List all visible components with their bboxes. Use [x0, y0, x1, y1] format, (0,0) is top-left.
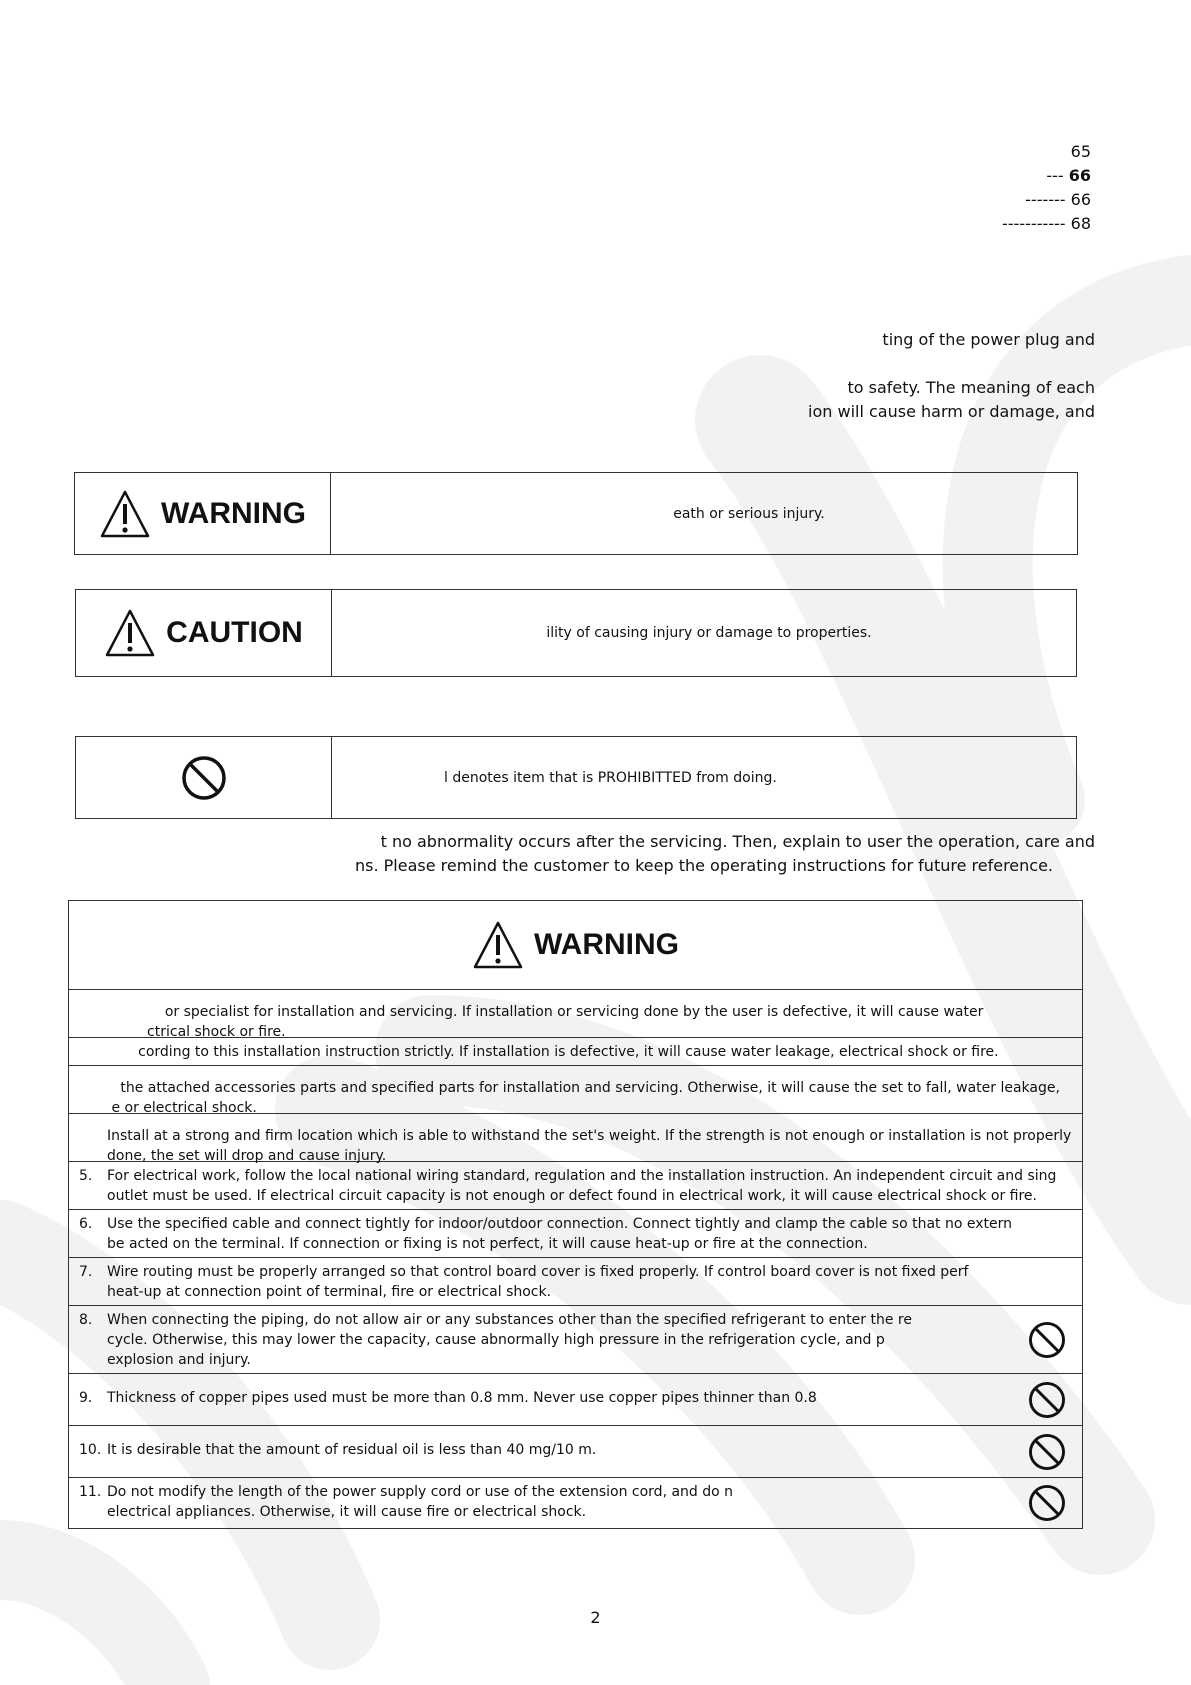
toc-entry: --- 66 — [1046, 166, 1091, 185]
warning-item-number: 10. — [79, 1442, 102, 1458]
warning-item-text: Wire routing must be properly arranged so that control board cover is fixed properly. If control board cover is not fixed perf — [107, 1264, 969, 1280]
warning-item-text: e or electrical shock. — [107, 1100, 257, 1116]
page-number: 2 — [590, 1608, 601, 1627]
warning-item-text: Do not modify the length of the power supply cord or use of the extension cord, and do n — [107, 1484, 734, 1500]
caution-symbol-cell — [76, 590, 332, 676]
warning-item — [69, 1426, 1082, 1478]
toc-entry: ----------- 68 — [1002, 214, 1091, 233]
warning-label: WARNING — [161, 496, 306, 530]
caution-label: CAUTION — [166, 616, 303, 649]
warning-item — [69, 1114, 1082, 1162]
after-servicing-line-2: ns. Please remind the customer to keep the operating instructions for future reference. — [355, 856, 1053, 875]
warning-item — [69, 1374, 1082, 1426]
warning-item-text: done, the set will drop and cause injury. — [107, 1148, 387, 1164]
warning-table-title: WARNING — [534, 928, 679, 961]
toc-list — [1002, 140, 1091, 236]
warning-triangle-icon — [99, 489, 151, 539]
prohibited-icon — [181, 755, 227, 801]
warning-item — [69, 990, 1082, 1038]
warning-item — [69, 1038, 1082, 1066]
warning-item — [69, 1306, 1082, 1374]
warning-triangle-icon — [104, 608, 156, 658]
prohibit-symbol-cell — [76, 737, 332, 818]
toc-entry: 65 — [1070, 142, 1091, 161]
caution-symbol-box — [75, 589, 1077, 677]
warning-item-text: cycle. Otherwise, this may lower the capacity, cause abnormally high pressure in the refrigeration cycle, and p — [107, 1332, 885, 1348]
prohibited-icon — [1028, 1321, 1066, 1359]
warning-item-text: For electrical work, follow the local national wiring standard, regulation and the installation instruction. An independent circuit and sing — [107, 1168, 1057, 1184]
warning-symbol-cell — [75, 473, 331, 554]
warning-item-text: ctrical shock or fire. — [107, 1024, 286, 1040]
warning-item-number: 6. — [79, 1216, 93, 1232]
warning-item-text: Thickness of copper pipes used must be more than 0.8 mm. Never use copper pipes thinner than 0.8 — [107, 1390, 817, 1406]
intro-line-1: ting of the power plug and — [882, 330, 1095, 349]
warning-item-text: Use the specified cable and connect tightly for indoor/outdoor connection. Connect tightly and clamp the cable so that no extern — [107, 1216, 1013, 1232]
prohibited-icon — [1028, 1433, 1066, 1471]
warning-table — [68, 900, 1083, 1529]
prohibit-description: l denotes item that is PROHIBITTED from doing. — [444, 769, 777, 786]
after-servicing-line-1: t no abnormality occurs after the servicing. Then, explain to user the operation, care and — [380, 832, 1095, 851]
intro-line-3: ion will cause harm or damage, and — [808, 402, 1095, 421]
warning-item-text: explosion and injury. — [107, 1352, 251, 1368]
warning-item-text: be acted on the terminal. If connection or fixing is not perfect, it will cause heat-up or fire at the connection. — [107, 1236, 868, 1252]
warning-item-text: cording to this installation instruction strictly. If installation is defective, it will cause water leakage, electrical shock or fire. — [107, 1044, 999, 1060]
warning-item-text: heat-up at connection point of terminal, fire or electrical shock. — [107, 1284, 552, 1300]
warning-description: eath or serious injury. — [673, 505, 825, 522]
warning-table-header — [69, 901, 1082, 990]
warning-item — [69, 1066, 1082, 1114]
intro-line-2: to safety. The meaning of each — [847, 378, 1095, 397]
warning-item-number: 7. — [79, 1264, 93, 1280]
warning-item — [69, 1210, 1082, 1258]
warning-item — [69, 1478, 1082, 1528]
warning-item — [69, 1258, 1082, 1306]
warning-item-text: When connecting the piping, do not allow air or any substances other than the specified refrigerant to enter the re — [107, 1312, 912, 1328]
caution-description: ility of causing injury or damage to properties. — [546, 625, 872, 641]
warning-item — [69, 1162, 1082, 1210]
warning-triangle-icon — [472, 920, 524, 970]
warning-item-text: outlet must be used. If electrical circuit capacity is not enough or defect found in electrical work, it will cause electrical shock or fire. — [107, 1188, 1037, 1204]
warning-item-number: 8. — [79, 1312, 93, 1328]
prohibit-symbol-box — [75, 736, 1077, 819]
warning-item-text: It is desirable that the amount of residual oil is less than 40 mg/10 m. — [107, 1442, 597, 1458]
prohibited-icon — [1028, 1381, 1066, 1419]
warning-item-number: 9. — [79, 1390, 93, 1406]
warning-item-text: the attached accessories parts and specified parts for installation and servicing. Otherwise, it will cause the set to fall, water leakage, — [107, 1080, 1060, 1096]
toc-entry: ------- 66 — [1025, 190, 1091, 209]
warning-item-text: Install at a strong and firm location which is able to withstand the set's weight. If the strength is not enough or installation is not properly — [107, 1128, 1072, 1144]
warning-items — [69, 990, 1082, 1528]
warning-item-number: 11. — [79, 1484, 102, 1500]
warning-symbol-box — [74, 472, 1078, 555]
warning-item-number: 5. — [79, 1168, 93, 1184]
warning-item-text: or specialist for installation and servicing. If installation or servicing done by the user is defective, it will cause water — [107, 1004, 984, 1020]
prohibited-icon — [1028, 1484, 1066, 1522]
warning-item-text: electrical appliances. Otherwise, it will cause fire or electrical shock. — [107, 1504, 587, 1520]
